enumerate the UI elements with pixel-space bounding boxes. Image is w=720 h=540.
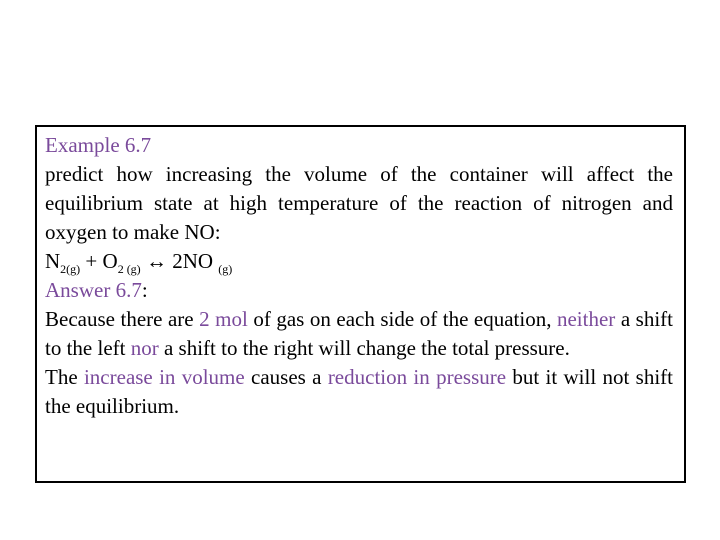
- highlight-neither: neither: [556, 307, 616, 331]
- reaction-equation: [45, 247, 673, 276]
- answer-heading-colon: :: [141, 278, 148, 302]
- equation-n: N: [45, 249, 61, 273]
- example-title: Example 6.7: [45, 133, 152, 157]
- answer-heading-label: Answer 6.7: [45, 278, 142, 302]
- highlight-nor: nor: [130, 336, 159, 360]
- example-box: [35, 125, 686, 483]
- highlight-increase-in-volume: increase in volume: [83, 365, 245, 389]
- equation-plus-o: + O: [80, 249, 118, 273]
- equation-arrow-product: ↔ 2NO: [140, 249, 219, 273]
- answer-heading: [45, 276, 673, 305]
- equation-no-subscript: (g): [218, 262, 233, 276]
- highlight-reduction-in-pressure: reduction in pressure: [327, 365, 507, 389]
- highlight-2-mol: 2 mol: [199, 307, 248, 331]
- answer-paragraph-1: Because there are 2 mol of gas on each side of the equation, neither a shift to the left nor a shift to the right will change the total pressure.: [45, 307, 673, 360]
- example-content: [45, 131, 673, 421]
- answer-paragraph-2: The increase in volume causes a reduction in pressure but it will not shift the equilibrium.: [45, 365, 673, 418]
- example-question: predict how increasing the volume of the container will affect the equilibrium state at high temperature of the reaction of nitrogen and oxygen to make NO:: [45, 162, 673, 244]
- equation-n-subscript: 2(g): [60, 262, 81, 276]
- equation-o-subscript: 2 (g): [117, 262, 141, 276]
